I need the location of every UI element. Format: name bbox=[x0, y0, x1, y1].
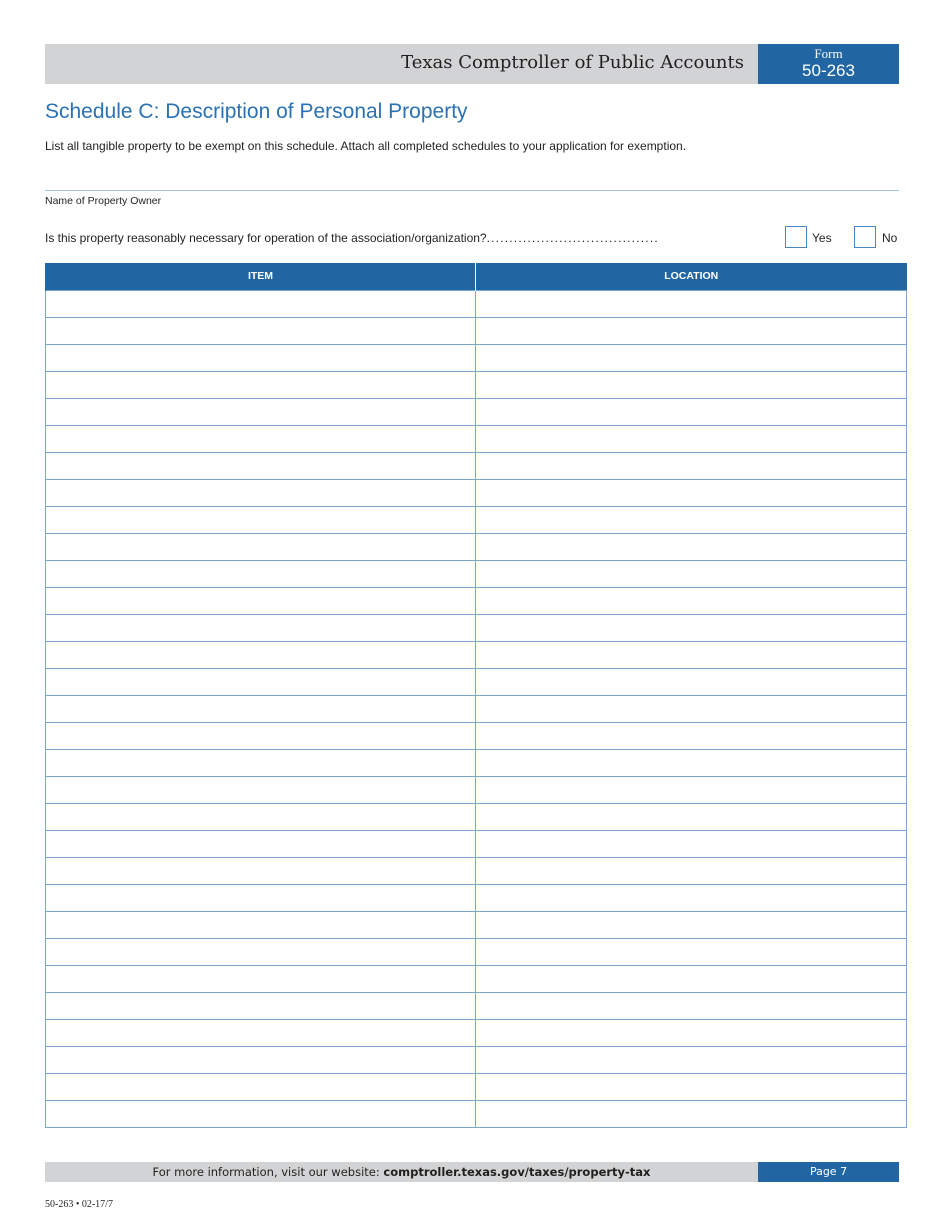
item-cell[interactable] bbox=[46, 344, 476, 371]
location-cell[interactable] bbox=[476, 803, 907, 830]
item-cell[interactable] bbox=[46, 668, 476, 695]
table-body bbox=[46, 290, 907, 1127]
item-cell[interactable] bbox=[46, 965, 476, 992]
location-cell[interactable] bbox=[476, 938, 907, 965]
item-cell[interactable] bbox=[46, 506, 476, 533]
location-cell[interactable] bbox=[476, 560, 907, 587]
item-cell[interactable] bbox=[46, 317, 476, 344]
location-cell[interactable] bbox=[476, 533, 907, 560]
item-cell[interactable] bbox=[46, 1046, 476, 1073]
item-cell[interactable] bbox=[46, 884, 476, 911]
table-row bbox=[46, 1019, 907, 1046]
table-row bbox=[46, 452, 907, 479]
table-row bbox=[46, 425, 907, 452]
location-cell[interactable] bbox=[476, 1100, 907, 1127]
location-cell[interactable] bbox=[476, 1019, 907, 1046]
location-cell[interactable] bbox=[476, 1046, 907, 1073]
location-cell[interactable] bbox=[476, 776, 907, 803]
location-cell[interactable] bbox=[476, 695, 907, 722]
location-cell[interactable] bbox=[476, 749, 907, 776]
location-cell[interactable] bbox=[476, 425, 907, 452]
location-cell[interactable] bbox=[476, 722, 907, 749]
table-row bbox=[46, 317, 907, 344]
table-row bbox=[46, 641, 907, 668]
item-cell[interactable] bbox=[46, 776, 476, 803]
table-row bbox=[46, 668, 907, 695]
table-row bbox=[46, 992, 907, 1019]
no-checkbox[interactable] bbox=[854, 226, 876, 248]
item-cell[interactable] bbox=[46, 1100, 476, 1127]
column-header-location: LOCATION bbox=[476, 263, 907, 290]
item-cell[interactable] bbox=[46, 614, 476, 641]
item-cell[interactable] bbox=[46, 533, 476, 560]
item-cell[interactable] bbox=[46, 830, 476, 857]
item-cell[interactable] bbox=[46, 695, 476, 722]
location-cell[interactable] bbox=[476, 911, 907, 938]
instructions-text: List all tangible property to be exempt on this schedule. Attach all completed schedules to your application for exemption. bbox=[45, 139, 687, 153]
property-owner-field[interactable] bbox=[45, 190, 899, 191]
item-cell[interactable] bbox=[46, 722, 476, 749]
location-cell[interactable] bbox=[476, 371, 907, 398]
location-cell[interactable] bbox=[476, 587, 907, 614]
item-cell[interactable] bbox=[46, 371, 476, 398]
form-code: 50-263 • 02-17/7 bbox=[45, 1199, 113, 1210]
item-cell[interactable] bbox=[46, 749, 476, 776]
table-row bbox=[46, 371, 907, 398]
location-cell[interactable] bbox=[476, 452, 907, 479]
table-row bbox=[46, 857, 907, 884]
table-row bbox=[46, 344, 907, 371]
table-row bbox=[46, 614, 907, 641]
form-number: 50-263 bbox=[802, 61, 855, 80]
item-cell[interactable] bbox=[46, 560, 476, 587]
table-row bbox=[46, 587, 907, 614]
table-row bbox=[46, 884, 907, 911]
yes-label: Yes bbox=[812, 231, 832, 245]
item-cell[interactable] bbox=[46, 452, 476, 479]
header-bar bbox=[45, 44, 758, 84]
page-title: Schedule C: Description of Personal Property bbox=[45, 100, 468, 123]
item-cell[interactable] bbox=[46, 398, 476, 425]
item-cell[interactable] bbox=[46, 803, 476, 830]
table-row bbox=[46, 965, 907, 992]
table-row bbox=[46, 776, 907, 803]
item-cell[interactable] bbox=[46, 1019, 476, 1046]
column-header-item: ITEM bbox=[46, 263, 476, 290]
location-cell[interactable] bbox=[476, 668, 907, 695]
table-header-row bbox=[46, 263, 907, 290]
table-row bbox=[46, 722, 907, 749]
location-cell[interactable] bbox=[476, 830, 907, 857]
item-cell[interactable] bbox=[46, 425, 476, 452]
form-label: Form bbox=[814, 46, 843, 61]
table-row bbox=[46, 911, 907, 938]
location-cell[interactable] bbox=[476, 344, 907, 371]
table-row bbox=[46, 398, 907, 425]
table-row bbox=[46, 803, 907, 830]
item-cell[interactable] bbox=[46, 992, 476, 1019]
location-cell[interactable] bbox=[476, 857, 907, 884]
table-row bbox=[46, 830, 907, 857]
table-row bbox=[46, 695, 907, 722]
website-link[interactable]: comptroller.texas.gov/taxes/property-tax bbox=[383, 1165, 651, 1179]
location-cell[interactable] bbox=[476, 884, 907, 911]
agency-name: Texas Comptroller of Public Accounts bbox=[401, 52, 744, 73]
item-cell[interactable] bbox=[46, 641, 476, 668]
form-number-box bbox=[758, 44, 899, 84]
item-cell[interactable] bbox=[46, 1073, 476, 1100]
location-cell[interactable] bbox=[476, 317, 907, 344]
property-owner-label: Name of Property Owner bbox=[45, 195, 162, 207]
item-cell[interactable] bbox=[46, 857, 476, 884]
property-table bbox=[45, 263, 907, 1128]
table-row bbox=[46, 1073, 907, 1100]
footer-info-bar bbox=[45, 1162, 758, 1182]
location-cell[interactable] bbox=[476, 965, 907, 992]
item-cell[interactable] bbox=[46, 479, 476, 506]
item-cell[interactable] bbox=[46, 911, 476, 938]
location-cell[interactable] bbox=[476, 506, 907, 533]
location-cell[interactable] bbox=[476, 992, 907, 1019]
table-row bbox=[46, 290, 907, 317]
item-cell[interactable] bbox=[46, 938, 476, 965]
table-row bbox=[46, 749, 907, 776]
location-cell[interactable] bbox=[476, 614, 907, 641]
necessity-question bbox=[45, 231, 659, 245]
location-cell[interactable] bbox=[476, 1073, 907, 1100]
item-cell[interactable] bbox=[46, 290, 476, 317]
table-row bbox=[46, 533, 907, 560]
footer-info-text: For more information, visit our website: bbox=[152, 1165, 380, 1179]
item-cell[interactable] bbox=[46, 587, 476, 614]
location-cell[interactable] bbox=[476, 290, 907, 317]
location-cell[interactable] bbox=[476, 479, 907, 506]
table-row bbox=[46, 560, 907, 587]
location-cell[interactable] bbox=[476, 398, 907, 425]
no-label: No bbox=[882, 231, 898, 245]
page-number: Page 7 bbox=[758, 1162, 899, 1182]
table-row bbox=[46, 479, 907, 506]
yes-checkbox[interactable] bbox=[785, 226, 807, 248]
table-row bbox=[46, 1046, 907, 1073]
table-row bbox=[46, 506, 907, 533]
location-cell[interactable] bbox=[476, 641, 907, 668]
question-text: Is this property reasonably necessary for operation of the association/organization? bbox=[45, 231, 487, 245]
question-leader-dots: ...................................... bbox=[486, 231, 659, 245]
table-row bbox=[46, 1100, 907, 1127]
table-row bbox=[46, 938, 907, 965]
